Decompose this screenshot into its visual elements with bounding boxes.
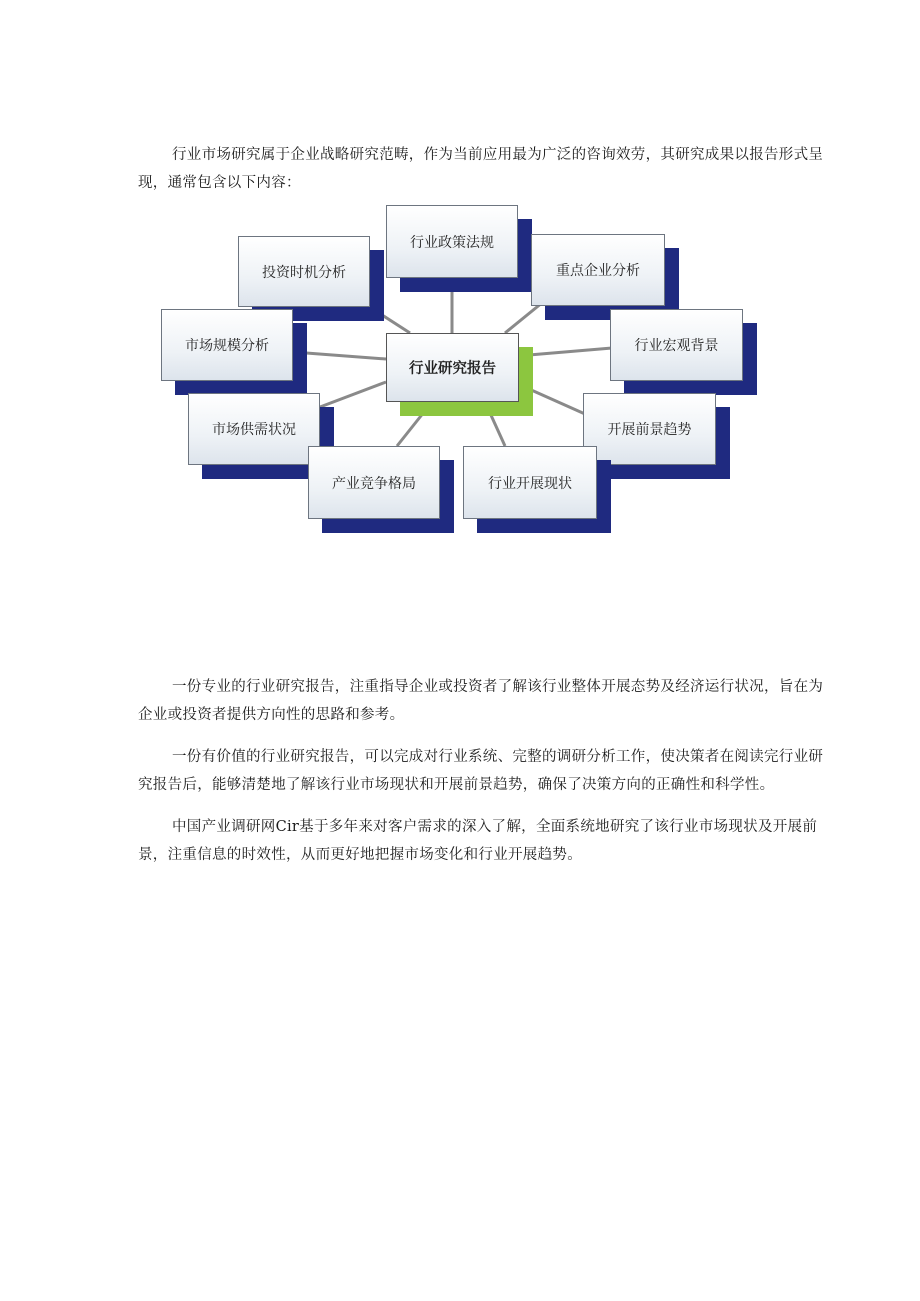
link-supply-demand [320,382,386,407]
link-invest-timing [365,304,410,333]
paragraph-1: 一份专业的行业研究报告，注重指导企业或投资者了解该行业整体开展态势及经济运行状况，旨在为企业或投资者提供方向性的思路和参考。 [138,679,824,723]
intro-paragraph: 行业市场研究属于企业战略研究范畴，作为当前应用最为广泛的咨询效劳，其研究成果以报告形式呈现，通常包含以下内容： [138,147,824,191]
connector-lines [0,0,920,560]
node-prospect-trend: 开展前景趋势 [583,393,716,465]
link-macro-background [529,348,612,355]
node-policy: 行业政策法规 [386,205,518,278]
report-contents-diagram [0,0,920,560]
node-market-scale: 市场规模分析 [161,309,293,381]
link-prospect-trend [529,389,585,414]
paragraph-3: 中国产业调研网Cir基于多年来对客户需求的深入了解，全面系统地研究了该行业市场现状及开展前景，注重信息的时效性，从而更好地把握市场变化和行业开展趋势。 [138,819,818,863]
link-competition [397,402,432,446]
node-macro-background: 行业宏观背景 [610,309,743,381]
link-status [485,402,505,446]
node-supply-demand: 市场供需状况 [188,393,320,465]
link-market-scale [293,352,386,359]
node-key-enterprise: 重点企业分析 [531,234,665,306]
node-status: 行业开展现状 [463,446,597,519]
node-center: 行业研究报告 [386,333,519,402]
node-invest-timing: 投资时机分析 [238,236,370,307]
paragraph-2: 一份有价值的行业研究报告，可以完成对行业系统、完整的调研分析工作，使决策者在阅读完行业研究报告后，能够清楚地了解该行业市场现状和开展前景趋势，确保了决策方向的正确性和科学性。 [138,749,824,793]
node-competition: 产业竞争格局 [308,446,440,519]
